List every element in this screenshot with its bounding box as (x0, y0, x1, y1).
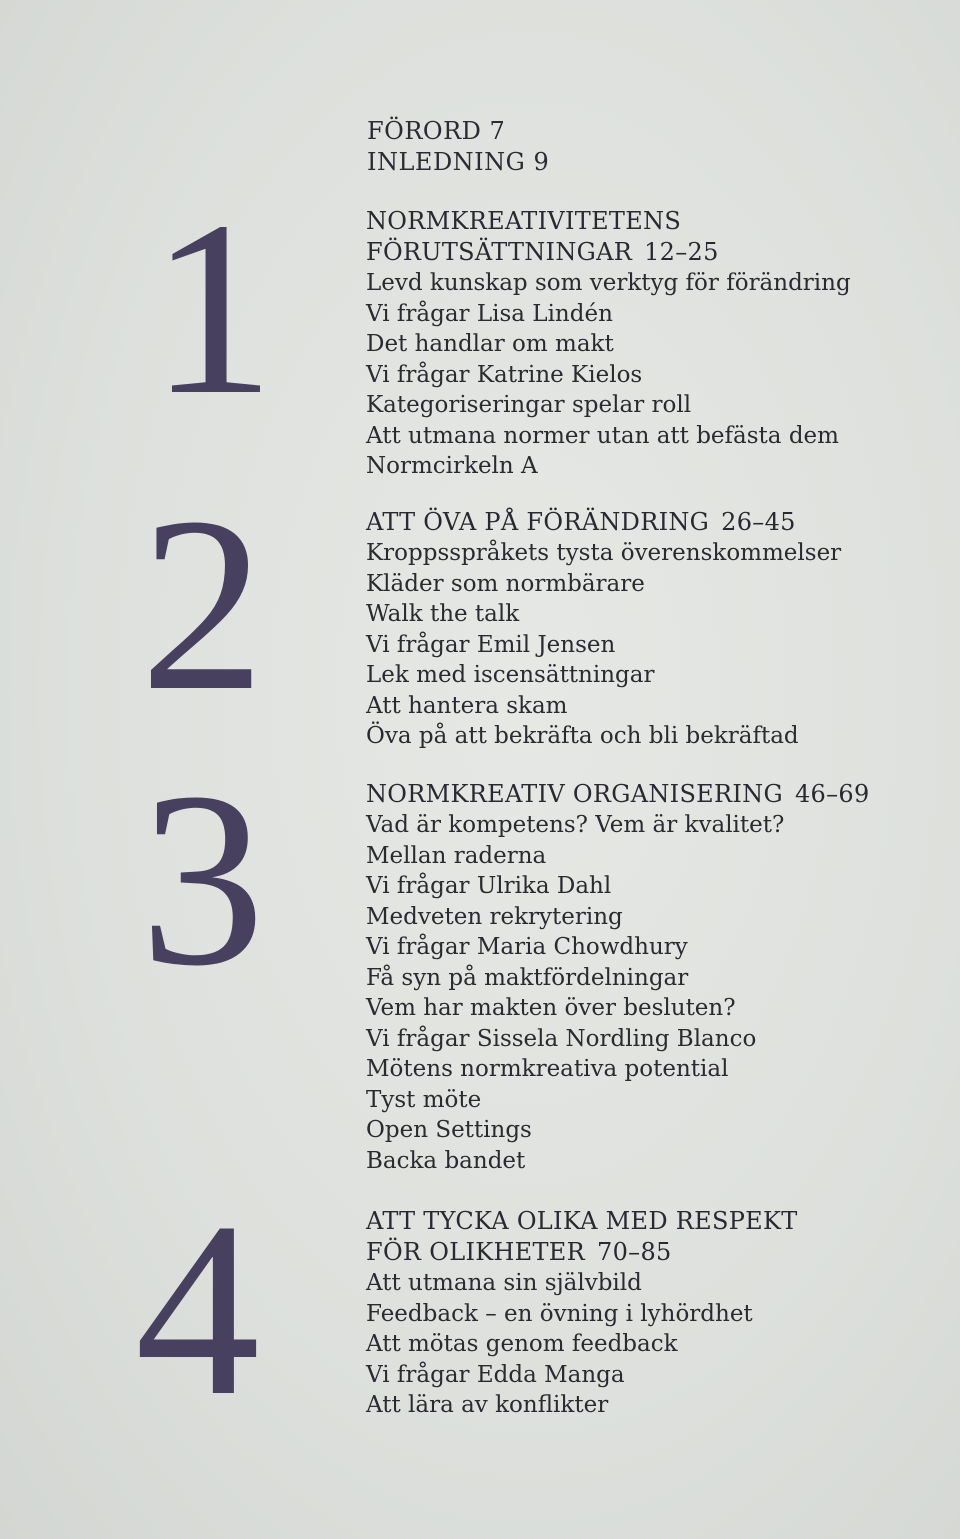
chapter-1-items (366, 268, 851, 482)
list-item: Mötens normkreativa potential (366, 1056, 729, 1082)
list-item: Normcirkeln A (366, 453, 538, 479)
list-item: Kläder som normbärare (366, 570, 645, 597)
list-item: Kategoriseringar spelar roll (366, 392, 692, 418)
list-item: Open Settings (366, 1117, 532, 1143)
list-item: Vi frågar Lisa Lindén (366, 300, 613, 327)
chapter-4-pages: 70–85 (597, 1238, 672, 1266)
chapter-number-1: 1 (150, 170, 275, 447)
list-item: Vi frågar Katrine Kielos (366, 361, 643, 388)
list-item: Mellan raderna (366, 842, 547, 869)
list-item: Vi frågar Edda Manga (366, 1361, 625, 1388)
list-item: Walk the talk (366, 601, 520, 627)
chapter-3-title: NORMKREATIV ORGANISERING 46–69 (366, 780, 870, 808)
list-item: Att mötas genom feedback (366, 1331, 678, 1357)
list-item: Medveten rekrytering (366, 903, 623, 930)
list-item: Det handlar om makt (366, 331, 614, 357)
chapter-4-items (366, 1268, 798, 1421)
list-item: Backa bandet (366, 1147, 526, 1174)
chapter-3-pages: 46–69 (794, 780, 870, 808)
chapter-1-pages: 12–25 (644, 238, 719, 266)
chapter-number-3: 3 (140, 741, 265, 1018)
foreword-entry: FÖRORD 7 (367, 117, 506, 145)
chapter-2-items (366, 538, 841, 752)
chapter-3-section (366, 779, 870, 1176)
chapter-number-4: 4 (135, 1171, 260, 1448)
list-item: Att utmana normer utan att befästa dem (366, 422, 839, 449)
list-item: Vi frågar Ulrika Dahl (366, 873, 612, 899)
list-item: Vi frågar Maria Chowdhury (366, 934, 688, 960)
chapter-number-2: 2 (140, 466, 265, 743)
chapter-2-title: ATT ÖVA PÅ FÖRÄNDRING 26–45 (366, 508, 796, 536)
list-item: Tyst möte (366, 1086, 482, 1113)
list-item: Kroppsspråkets tysta överenskommelser (366, 540, 842, 566)
chapter-2-section (366, 507, 841, 752)
chapter-1-title-line-2: FÖRUTSÄTTNINGAR 12–25 (366, 238, 719, 266)
introduction-entry: INLEDNING 9 (367, 148, 550, 176)
front-matter (367, 116, 549, 178)
list-item: Få syn på maktfördelningar (366, 964, 689, 991)
list-item: Öva på att bekräfta och bli bekräftad (366, 723, 799, 749)
chapter-1-section (366, 206, 851, 482)
list-item: Att hantera skam (366, 692, 568, 719)
list-item: Att lära av konflikter (366, 1392, 609, 1418)
list-item: Att utmana sin självbild (366, 1270, 642, 1296)
chapter-1-title-line-1: NORMKREATIVITETENS (366, 207, 682, 235)
list-item: Lek med iscensättningar (366, 662, 655, 688)
list-item: Vem har makten över besluten? (366, 995, 736, 1021)
chapter-4-title-line-1: ATT TYCKA OLIKA MED RESPEKT (366, 1207, 798, 1235)
list-item: Feedback – en övning i lyhördhet (366, 1300, 753, 1327)
list-item: Vi frågar Sissela Nordling Blanco (366, 1025, 757, 1052)
chapter-2-pages: 26–45 (721, 508, 796, 536)
list-item: Vi frågar Emil Jensen (366, 631, 616, 658)
list-item: Vad är kompetens? Vem är kvalitet? (366, 812, 785, 838)
list-item: Levd kunskap som verktyg för förändring (366, 270, 851, 296)
chapter-3-items (366, 810, 870, 1176)
chapter-4-title-line-2: FÖR OLIKHETER 70–85 (366, 1238, 672, 1266)
chapter-4-section (366, 1206, 798, 1421)
